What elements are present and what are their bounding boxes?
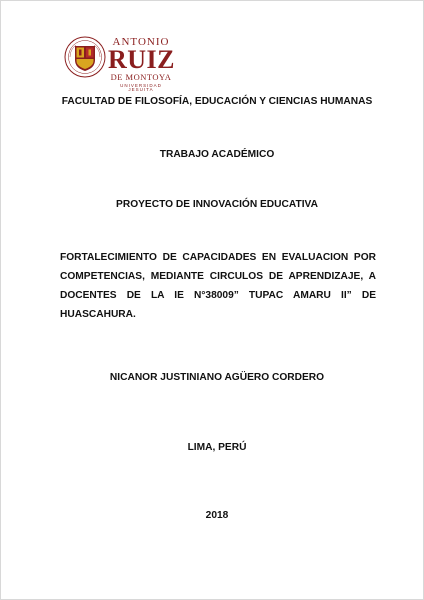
logo-line-2: RUIZ (108, 45, 176, 74)
logo-line-3: DE MONTOYA (110, 72, 172, 82)
university-logo (64, 36, 176, 92)
logo-tagline: UNIVERSIDAD JESUITA (120, 82, 162, 92)
city-country: LIMA, PERÚ (187, 442, 247, 453)
logo-line-1: ANTONIO (112, 36, 170, 48)
author-name: NICANOR JUSTINIANO AGÜERO CORDERO (109, 372, 325, 383)
work-type-heading: TRABAJO ACADÉMICO (159, 149, 275, 160)
university-seal-icon (64, 36, 106, 78)
publication-year: 2018 (205, 510, 229, 521)
university-wordmark (108, 37, 174, 93)
faculty-heading: FACULTAD DE FILOSOFÍA, EDUCACIÓN Y CIENCIAS HUMANAS (61, 96, 373, 107)
document-title: FORTALECIMIENTO DE CAPACIDADES EN EVALUACION POR COMPETENCIAS, MEDIANTE CIRCULOS DE APRENDIZAJE, A DOCENTES DE LA IE N°38009” TUPAC AMARU II” DE HUASCAHURA. (60, 252, 376, 320)
project-type-heading: PROYECTO DE INNOVACIÓN EDUCATIVA (116, 199, 318, 210)
